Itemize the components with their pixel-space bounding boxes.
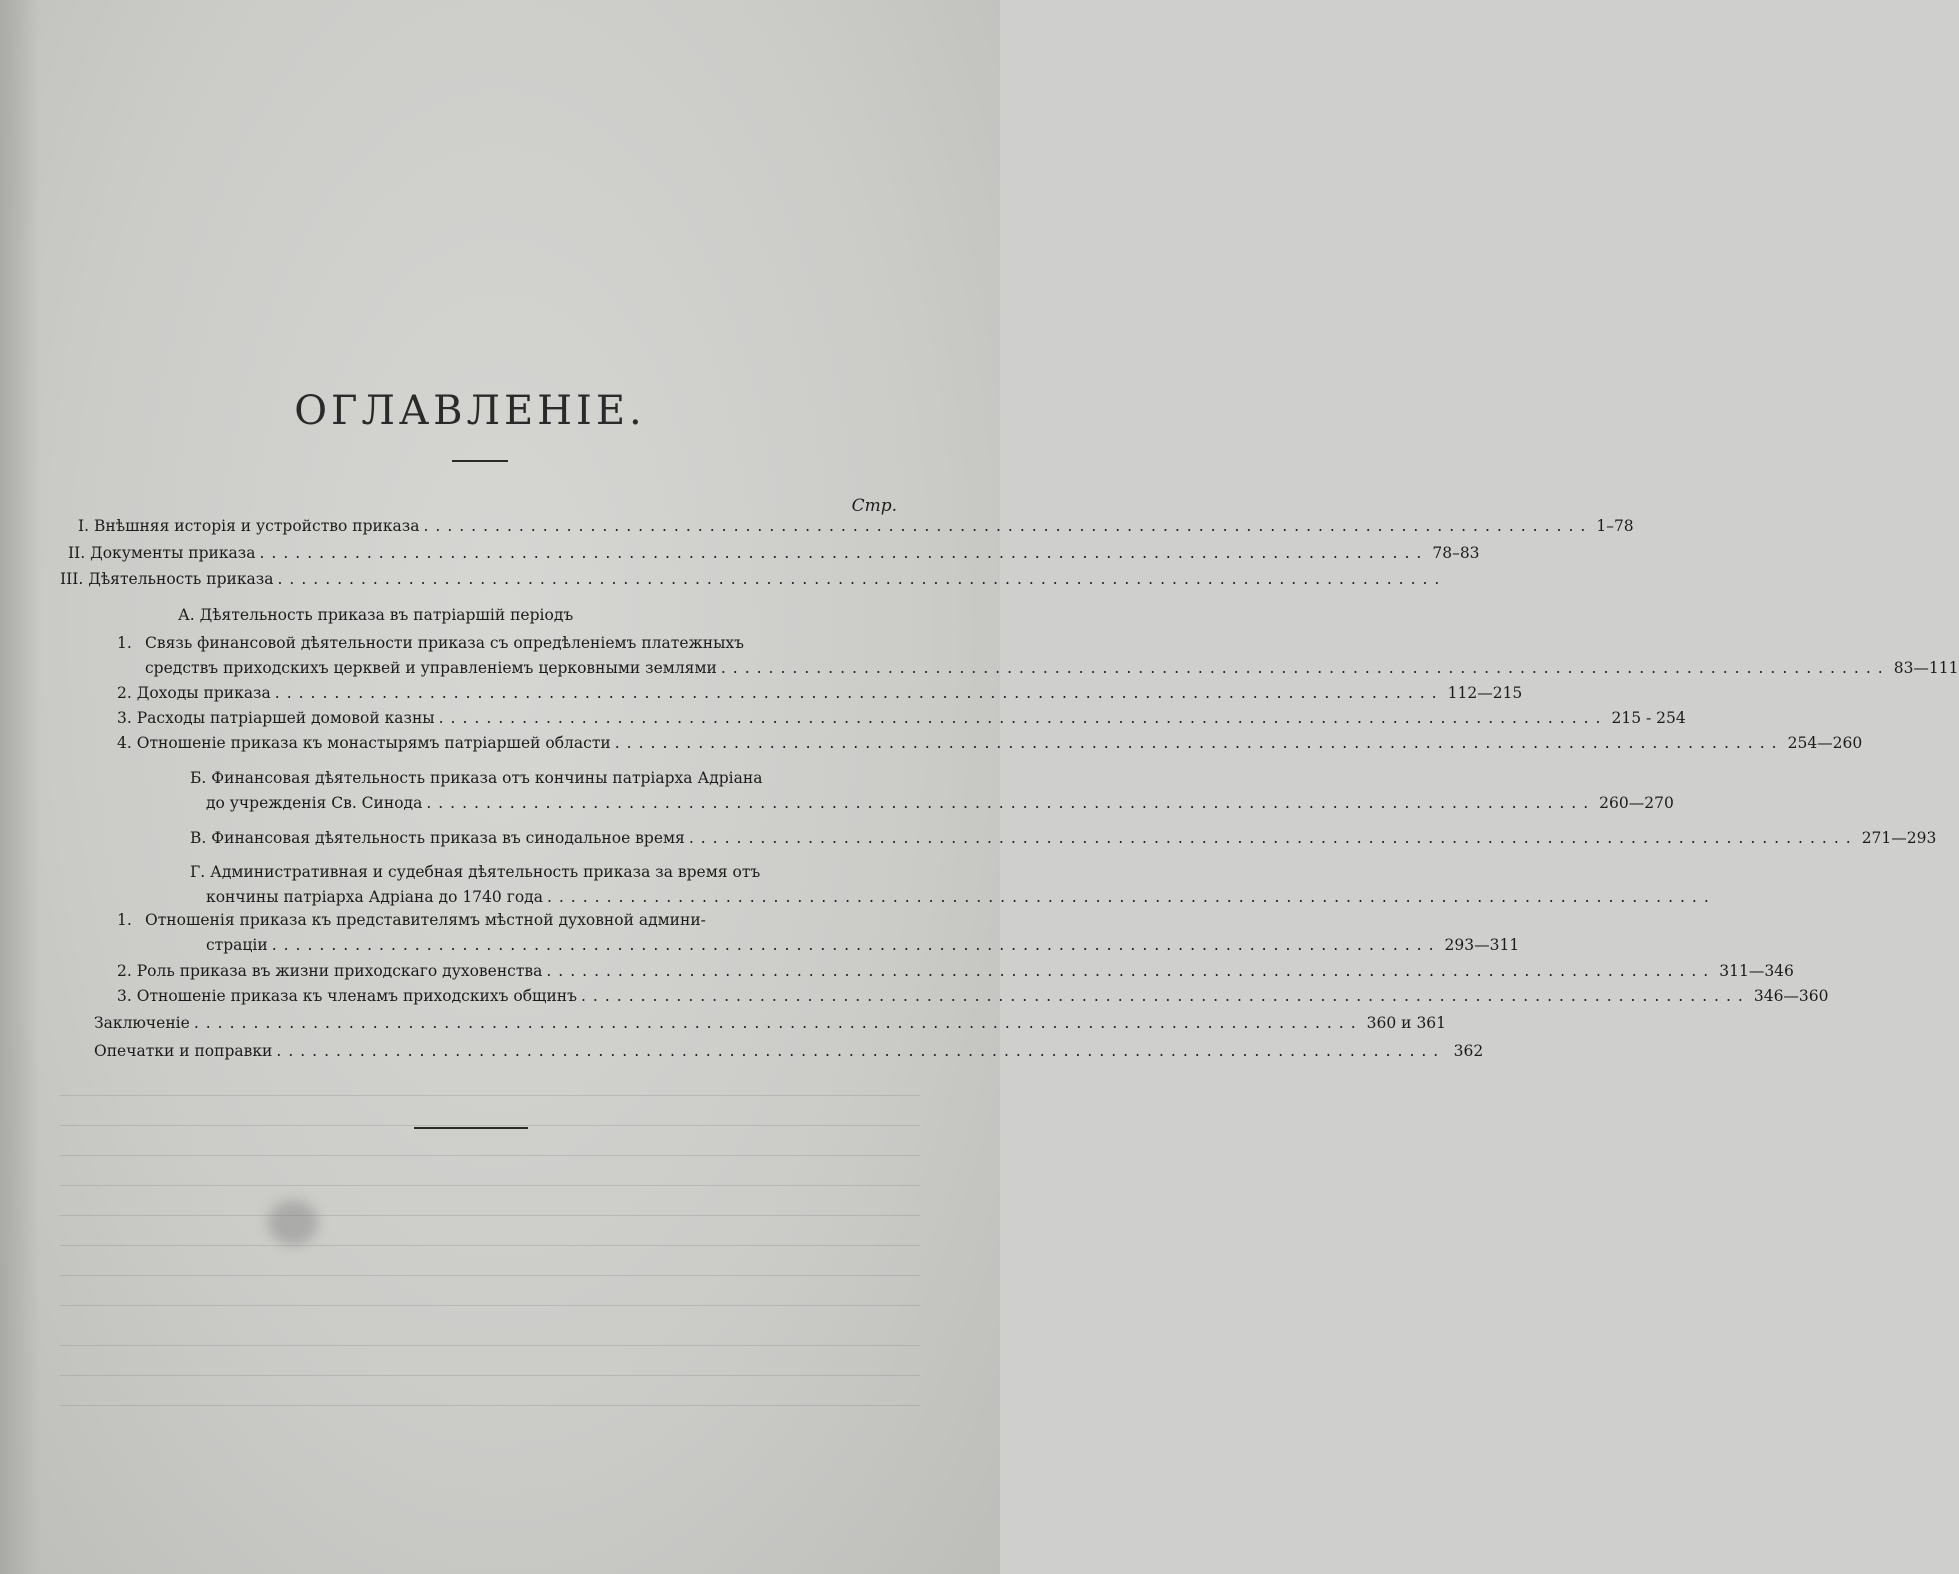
show-through-line xyxy=(60,1185,920,1186)
toc-entry-pages: 271—293 xyxy=(1861,829,1937,847)
toc-entry-1 xyxy=(78,514,1634,538)
toc-entry-g1 xyxy=(206,933,1520,957)
toc-entry-2 xyxy=(68,541,1480,565)
toc-entry-g3 xyxy=(117,984,1829,1008)
leader-dots: .................................................................................................. xyxy=(426,794,1596,812)
toc-entry-text: Отношеніе приказа къ членамъ приходскихъ общинъ xyxy=(136,987,577,1005)
toc-entry-3 xyxy=(60,567,1447,591)
toc-entry-pages: 215 - 254 xyxy=(1611,709,1686,727)
show-through-line xyxy=(60,1345,920,1346)
toc-entry-number: 4. xyxy=(117,734,132,752)
leader-dots: .................................................................................................. xyxy=(546,962,1716,980)
toc-entry-pages: 1–78 xyxy=(1596,517,1634,535)
toc-entry-number: 2. xyxy=(117,962,132,980)
toc-entry-text: страціи xyxy=(206,936,268,954)
toc-entry-pages: 78–83 xyxy=(1432,544,1480,562)
toc-section-b-line1: Б. Финансовая дѣятельность приказа отъ кончины патріарха Адріана xyxy=(190,769,763,787)
leader-dots: .................................................................................................. xyxy=(720,659,1890,677)
toc-entry-pages: 83—111 xyxy=(1893,659,1959,677)
toc-entry-text: В. Финансовая дѣятельность приказа въ синодальное время xyxy=(190,829,685,847)
toc-entry-pages: 311—346 xyxy=(1719,962,1794,980)
toc-entry-pages: 254—260 xyxy=(1787,734,1863,752)
page-column-header: Стр. xyxy=(851,496,897,516)
toc-section-a: А. Дѣятельность приказа въ патріаршій періодъ xyxy=(178,606,574,624)
toc-entry-text: до учрежденія Св. Синода xyxy=(206,794,423,812)
toc-entry-number: III. xyxy=(60,570,84,588)
leader-dots: .................................................................................................. xyxy=(277,570,1447,588)
leader-dots: .................................................................................................. xyxy=(614,734,1784,752)
toc-section-b xyxy=(206,791,1674,815)
toc-entry-text: Опечатки и поправки xyxy=(94,1042,273,1060)
toc-entry-text: кончины патріарха Адріана до 1740 года xyxy=(206,888,543,906)
toc-entry-pages: 360 и 361 xyxy=(1366,1014,1447,1032)
leader-dots: .................................................................................................. xyxy=(271,936,1441,954)
leader-dots: .................................................................................................. xyxy=(438,709,1608,727)
toc-entry-pages: 260—270 xyxy=(1599,794,1674,812)
show-through-line xyxy=(60,1155,920,1156)
toc-entry-a4 xyxy=(117,731,1863,755)
toc-entry-a1-number: 1. xyxy=(117,634,132,652)
toc-entry-number: I. xyxy=(78,517,90,535)
show-through-line xyxy=(60,1405,920,1406)
toc-entry-text: Дѣятельность приказа xyxy=(88,570,274,588)
toc-entry-pages: 346—360 xyxy=(1753,987,1829,1005)
toc-section-g-line1: Г. Административная и судебная дѣятельность приказа за время отъ xyxy=(190,863,761,881)
ink-smudge xyxy=(268,1200,318,1245)
toc-entry-pages: 362 xyxy=(1453,1042,1484,1060)
toc-entry-text: Роль приказа въ жизни приходскаго духовенства xyxy=(136,962,543,980)
toc-entry-number: 3. xyxy=(117,987,132,1005)
toc-entry-errata xyxy=(94,1039,1484,1063)
show-through-line xyxy=(60,1125,920,1126)
toc-entry-number: 3. xyxy=(117,709,132,727)
show-through-line xyxy=(60,1305,920,1306)
toc-entry-text: Внѣшняя исторія и устройство приказа xyxy=(94,517,420,535)
toc-entry-a1 xyxy=(145,656,1959,680)
title-divider xyxy=(452,460,508,462)
toc-entry-g2 xyxy=(117,959,1794,983)
show-through-line xyxy=(60,1275,920,1276)
toc-entry-pages: 293—311 xyxy=(1444,936,1520,954)
toc-entry-text: Расходы патріаршей домовой казны xyxy=(136,709,435,727)
toc-entry-a2 xyxy=(117,681,1523,705)
leader-dots: .................................................................................................. xyxy=(274,684,1444,702)
show-through-line xyxy=(60,1375,920,1376)
leader-dots: .................................................................................................. xyxy=(276,1042,1446,1060)
toc-entry-text: Отношеніе приказа къ монастырямъ патріаршей области xyxy=(136,734,611,752)
page-gutter-shadow xyxy=(0,0,40,1574)
leader-dots: .................................................................................................. xyxy=(423,517,1593,535)
toc-entry-pages: 112—215 xyxy=(1447,684,1523,702)
toc-section-g xyxy=(206,885,1716,909)
show-through-line xyxy=(60,1095,920,1096)
toc-entry-number: 2. xyxy=(117,684,132,702)
toc-section-v xyxy=(190,826,1937,850)
toc-entry-text: Документы приказа xyxy=(90,544,256,562)
toc-entry-g1-text-line1: Отношенія приказа къ представителямъ мѣстной духовной админи- xyxy=(145,911,706,929)
leader-dots: .................................................................................................. xyxy=(259,544,1429,562)
toc-entry-conclusion xyxy=(94,1011,1447,1035)
page-title: ОГЛАВЛЕНІЕ. xyxy=(294,388,646,434)
toc-entry-text: средствъ приходскихъ церквей и управленіемъ церковными землями xyxy=(145,659,717,677)
bottom-divider xyxy=(414,1127,528,1129)
toc-entry-number: II. xyxy=(68,544,86,562)
leader-dots: .................................................................................................. xyxy=(193,1014,1363,1032)
toc-entry-g1-number: 1. xyxy=(117,911,132,929)
toc-entry-a1-text-line1: Связь финансовой дѣятельности приказа съ опредѣленіемъ платежныхъ xyxy=(145,634,745,652)
leader-dots: .................................................................................................. xyxy=(688,829,1858,847)
show-through-line xyxy=(60,1245,920,1246)
show-through-line xyxy=(60,1215,920,1216)
toc-entry-text: Доходы приказа xyxy=(136,684,271,702)
leader-dots: .................................................................................................. xyxy=(580,987,1750,1005)
toc-entry-a3 xyxy=(117,706,1686,730)
toc-entry-text: Заключеніе xyxy=(94,1014,190,1032)
leader-dots: .................................................................................................. xyxy=(546,888,1716,906)
